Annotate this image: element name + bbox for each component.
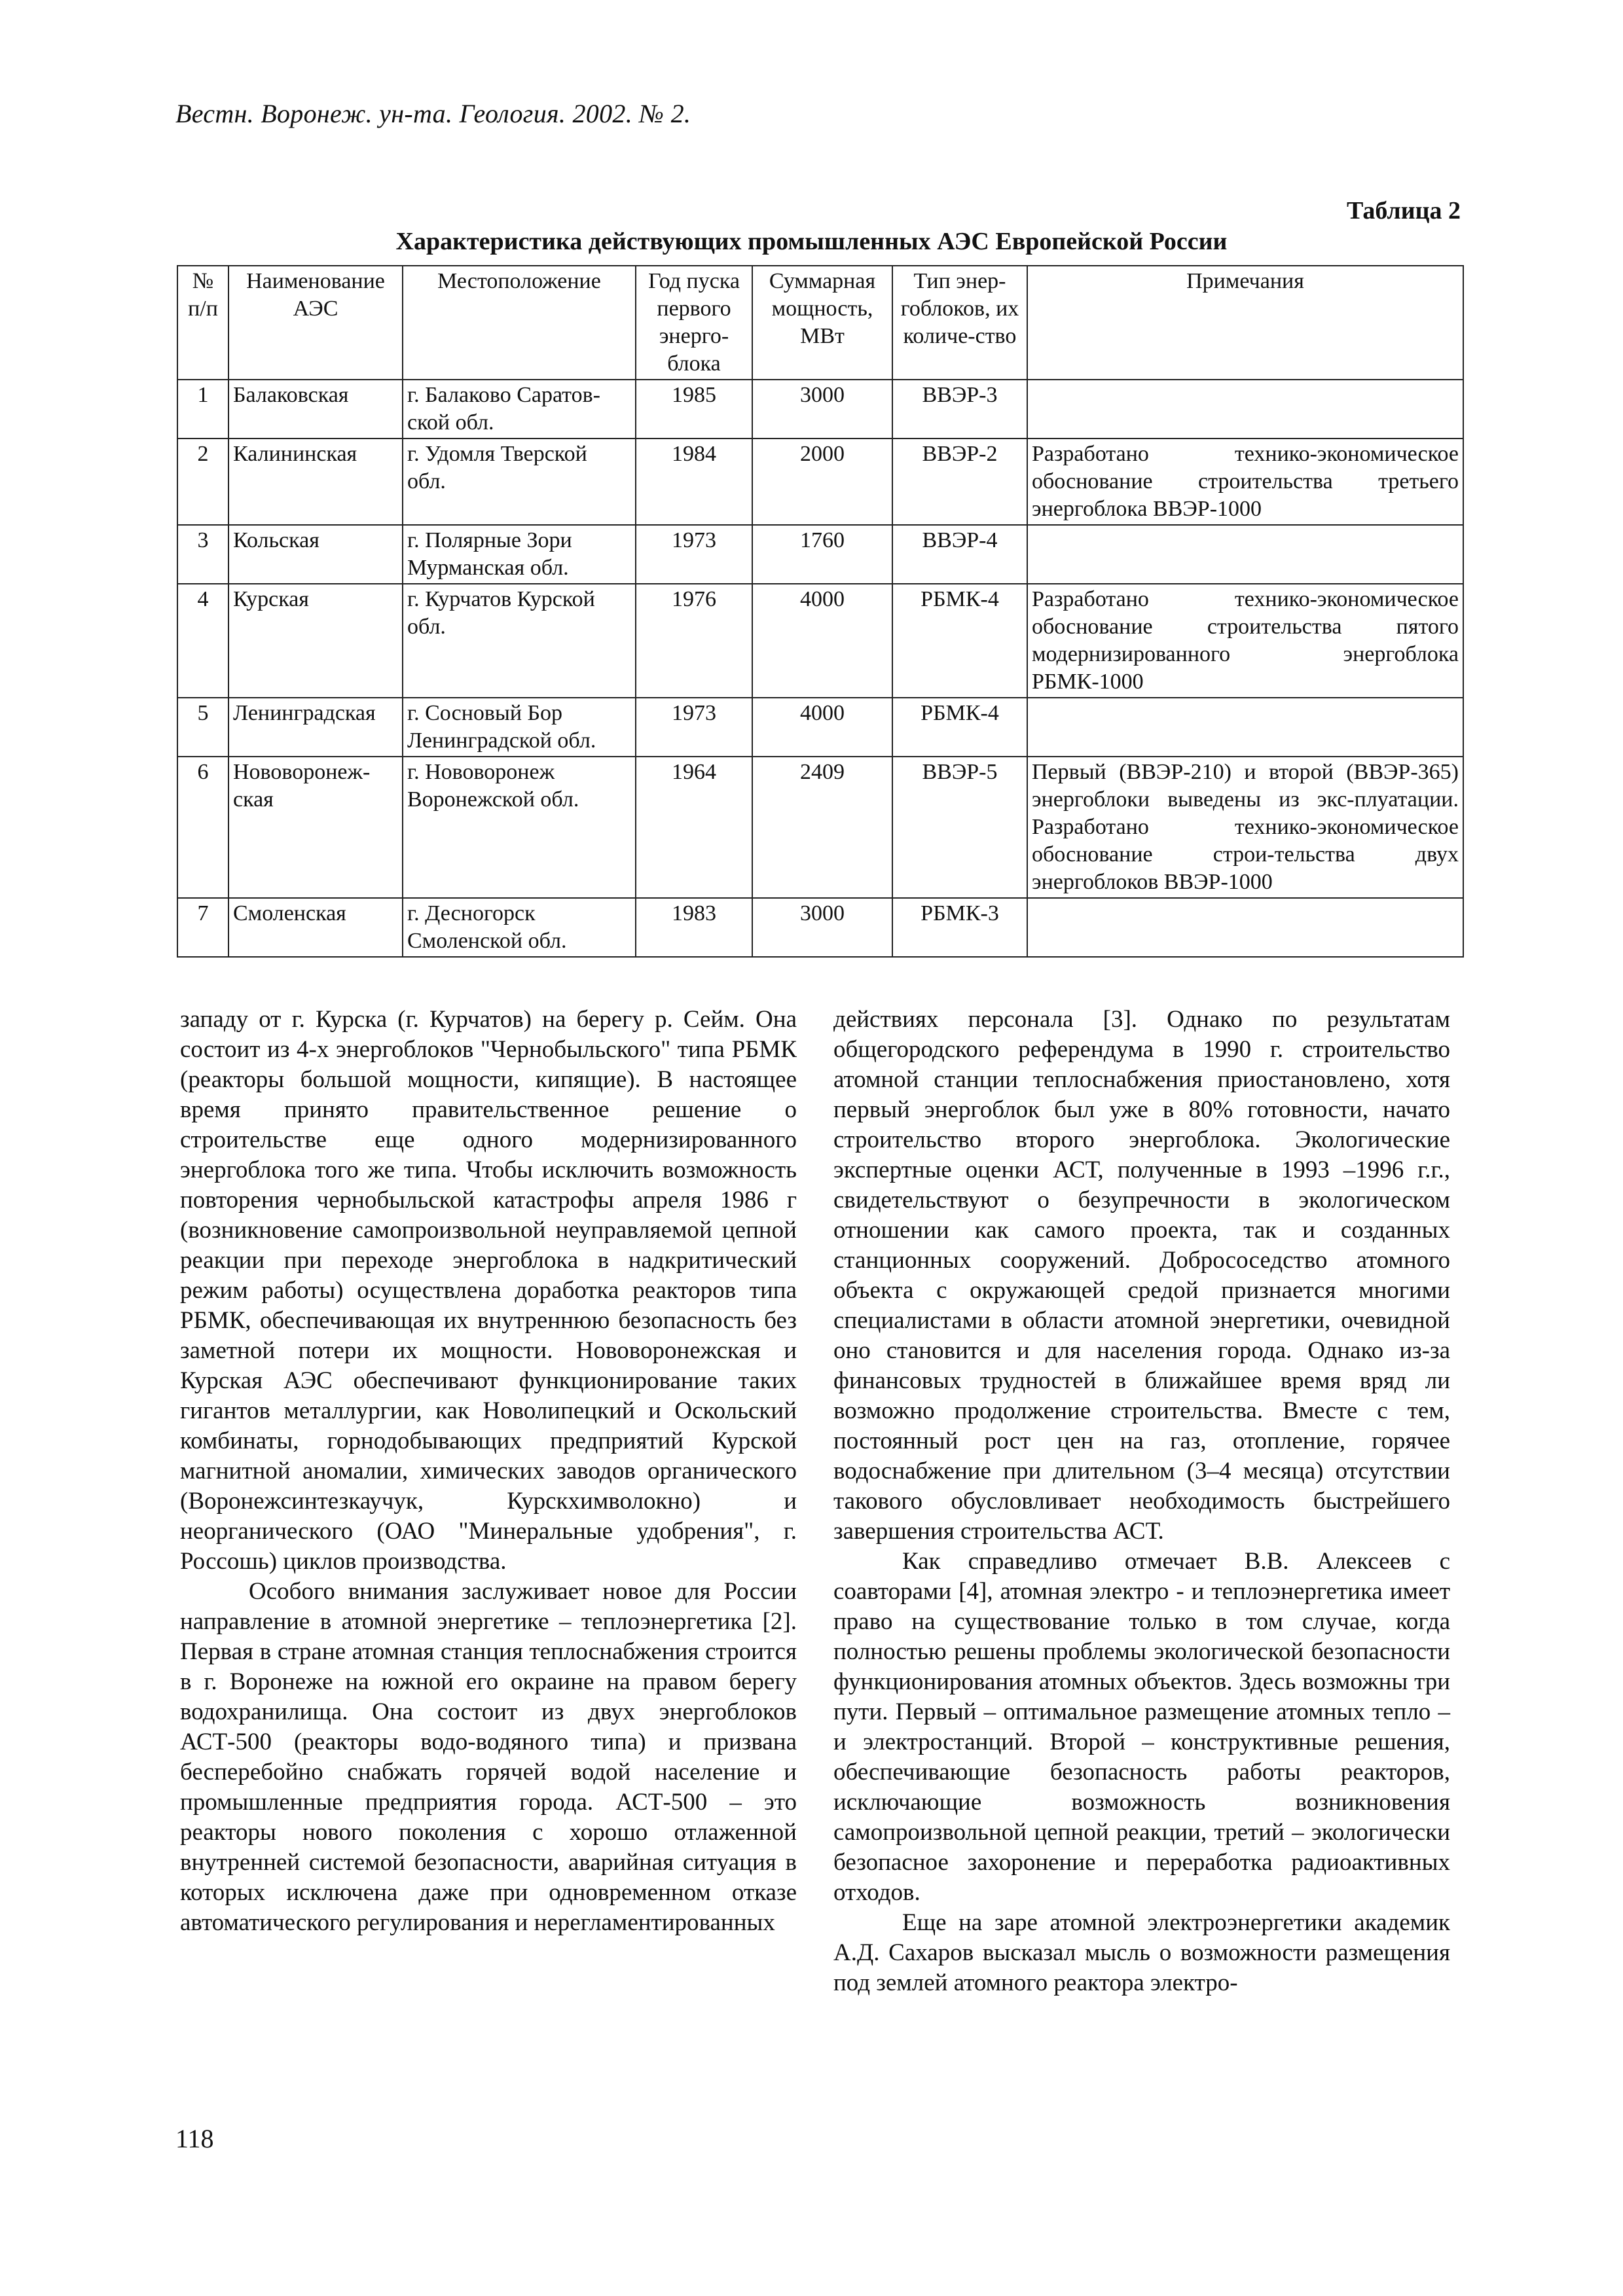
cell-num: 5 <box>177 698 228 757</box>
cell-year: 1976 <box>636 584 752 698</box>
cell-location: г. Десногорск Смоленской обл. <box>403 898 636 957</box>
cell-year: 1964 <box>636 757 752 898</box>
cell-name: Калининская <box>228 439 403 525</box>
aes-table <box>177 265 1464 958</box>
cell-location: г. Полярные Зори Мурманская обл. <box>403 525 636 584</box>
table-row <box>177 698 1463 757</box>
page-number: 118 <box>175 2124 214 2153</box>
cell-type: ВВЭР-5 <box>892 757 1027 898</box>
cell-num: 3 <box>177 525 228 584</box>
paragraph: Еще на заре атомной электроэнергетики академик А.Д. Сахаров высказал мысль о возможности размещения под землей атомного реактора электро- <box>833 1909 1450 1996</box>
cell-notes: Разработано технико-экономическое обоснование строительства третьего энергоблока ВВЭР-1000 <box>1027 439 1463 525</box>
table-row <box>177 380 1463 439</box>
cell-type: ВВЭР-3 <box>892 380 1027 439</box>
running-header: Вестн. Воронеж. ун-та. Геология. 2002. № 2. <box>175 99 691 128</box>
header-notes: Примечания <box>1027 266 1463 380</box>
cell-location: г. Балаково Саратов-ской обл. <box>403 380 636 439</box>
cell-type: ВВЭР-4 <box>892 525 1027 584</box>
cell-power: 2000 <box>752 439 892 525</box>
cell-location: г. Курчатов Курской обл. <box>403 584 636 698</box>
cell-power: 3000 <box>752 380 892 439</box>
cell-power: 1760 <box>752 525 892 584</box>
cell-power: 2409 <box>752 757 892 898</box>
cell-name: Кольская <box>228 525 403 584</box>
header-num: № п/п <box>177 266 228 380</box>
cell-location: г. Удомля Тверской обл. <box>403 439 636 525</box>
cell-type: РБМК-4 <box>892 698 1027 757</box>
cell-power: 3000 <box>752 898 892 957</box>
cell-notes <box>1027 898 1463 957</box>
right-text-column <box>833 1005 1450 1998</box>
paragraph: Особого внимания заслуживает новое для России направление в атомной энергетике – теплоэнергетика [2]. Первая в стране атомная станция теплоснабжения строится в г. Воронеже на южной его окраине на правом берегу водохранилища. Она состоит из двух энергоблоков АСТ-500 (реакторы водо-водяного типа) и призвана бесперебойно снабжать горячей водой население и промышленные предприятия города. АСТ-500 – это реакторы нового поколения с хорошо отлаженной внутренней системой безопасности, аварийная ситуация в которых исключена даже при одновременном отказе автоматического регулирования и нерегламентированных <box>180 1578 797 1936</box>
cell-notes <box>1027 380 1463 439</box>
cell-notes <box>1027 698 1463 757</box>
cell-num: 1 <box>177 380 228 439</box>
table-title: Характеристика действующих промышленных АЭС Европейской России <box>395 228 1228 255</box>
cell-num: 7 <box>177 898 228 957</box>
cell-year: 1973 <box>636 698 752 757</box>
cell-power: 4000 <box>752 584 892 698</box>
cell-num: 6 <box>177 757 228 898</box>
cell-location: г. Нововоронеж Воронежской обл. <box>403 757 636 898</box>
header-year: Год пуска первого энерго-блока <box>636 266 752 380</box>
cell-name: Смоленская <box>228 898 403 957</box>
cell-notes: Разработано технико-экономическое обоснование строительства пятого модернизированного энергоблока РБМК-1000 <box>1027 584 1463 698</box>
paragraph: Как справедливо отмечает В.В. Алексеев с соавторами [4], атомная электро - и теплоэнергетика имеет право на существование только в том случае, когда полностью решены проблемы экологической безопасности функционирования атомных объектов. Здесь возможны три пути. Первый – оптимальное размещение атомных тепло – и электростанций. Второй – конструктивные решения, обеспечивающие безопасность работы реакторов, исключающие возможность возникновения самопроизвольной цепной реакции, третий – экологически безопасное захоронение и переработка радиоактивных отходов. <box>833 1548 1450 1906</box>
cell-power: 4000 <box>752 698 892 757</box>
paragraph: западу от г. Курска (г. Курчатов) на берегу р. Сейм. Она состоит из 4-х энергоблоков "Чернобыльского" типа РБМК (реакторы большой мощности, кипящие). В настоящее время принято правительственное решение о строительстве еще одного модернизированного энергоблока того же типа. Чтобы исключить возможность повторения чернобыльской катастрофы апреля 1986 г (возникновение самопроизвольной неуправляемой цепной реакции при переходе энергоблока в надкритический режим работы) осуществлена доработка реакторов типа РБМК, обеспечивающая их внутреннюю безопасность без заметной потери их мощности. Нововоронежская и Курская АЭС обеспечивают функционирование таких гигантов металлургии, как Новолипецкий и Оскольский комбинаты, горнодобывающих предприятий Курской магнитной аномалии, химических заводов органического (Воронежсинтезкаучук, Курскхимволокно) и неорганического (ОАО "Минеральные удобрения", г. Россошь) циклов производства. <box>180 1006 797 1575</box>
cell-type: ВВЭР-2 <box>892 439 1027 525</box>
cell-notes: Первый (ВВЭР-210) и второй (ВВЭР-365) энергоблоки выведены из экс-плуатации. Разработано технико-экономическое обоснование строи-тельства двух энергоблоков ВВЭР-1000 <box>1027 757 1463 898</box>
header-power: Суммарная мощность, МВт <box>752 266 892 380</box>
cell-year: 1983 <box>636 898 752 957</box>
table-label: Таблица 2 <box>1346 197 1461 224</box>
cell-notes <box>1027 525 1463 584</box>
table-row <box>177 525 1463 584</box>
header-type: Тип энер-гоблоков, их количе-ство <box>892 266 1027 380</box>
cell-name: Ленинградская <box>228 698 403 757</box>
cell-year: 1985 <box>636 380 752 439</box>
header-location: Местоположение <box>403 266 636 380</box>
cell-year: 1984 <box>636 439 752 525</box>
left-text-column <box>180 1005 797 1938</box>
cell-year: 1973 <box>636 525 752 584</box>
cell-name: Балаковская <box>228 380 403 439</box>
paragraph: действиях персонала [3]. Однако по результатам общегородского референдума в 1990 г. строительство атомной станции теплоснабжения приостановлено, хотя первый энергоблок был уже в 80% готовности, начато строительство второго энергоблока. Экологические экспертные оценки АСТ, полученные в 1993 –1996 г.г., свидетельствуют о безупречности в экологическом отношении как самого проекта, так и созданных станционных сооружений. Добрососедство атомного объекта с окружающей средой признается многими специалистами в области атомной энергетики, очевидной оно становится и для населения города. Однако из-за финансовых трудностей в ближайшее время вряд ли возможно продолжение строительства. Вместе с тем, постоянный рост цен на газ, отопление, горячее водоснабжение при длительном (3–4 месяца) отсутствии такового обусловливает необходимость быстрейшего завершения строительства АСТ. <box>833 1006 1450 1545</box>
cell-name: Нововоронеж-ская <box>228 757 403 898</box>
cell-location: г. Сосновый Бор Ленинградской обл. <box>403 698 636 757</box>
cell-num: 4 <box>177 584 228 698</box>
cell-type: РБМК-4 <box>892 584 1027 698</box>
table-header-row <box>177 266 1463 380</box>
table-row <box>177 898 1463 957</box>
cell-name: Курская <box>228 584 403 698</box>
table-row <box>177 439 1463 525</box>
header-name: Наименование АЭС <box>228 266 403 380</box>
cell-num: 2 <box>177 439 228 525</box>
table-row <box>177 584 1463 698</box>
cell-type: РБМК-3 <box>892 898 1027 957</box>
table-row <box>177 757 1463 898</box>
